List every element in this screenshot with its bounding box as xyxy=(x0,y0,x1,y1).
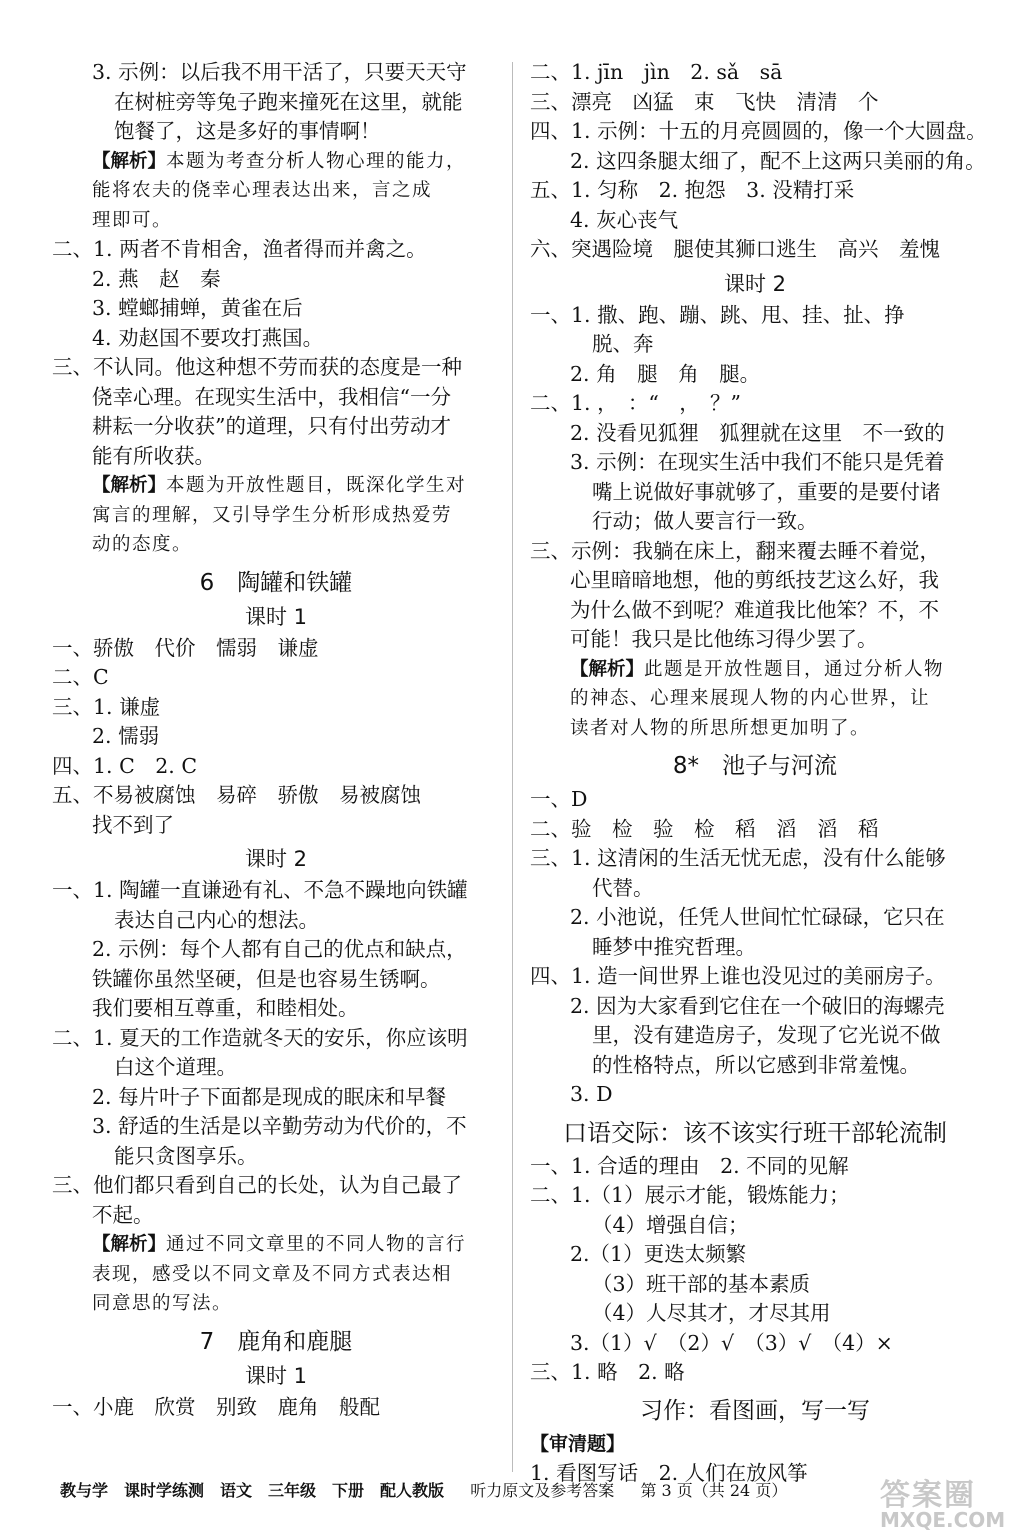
answer-line: 二、1. 夏天的工作造就冬天的安乐，你应该明 xyxy=(52,1025,468,1050)
analysis-line xyxy=(52,471,500,501)
answer-line: 2. 每片叶子下面都是现成的眠床和早餐 xyxy=(92,1084,447,1109)
answer-line: 五、不易被腐蚀 易碎 骄傲 易被腐蚀 xyxy=(52,783,421,807)
answer-line: 能只贪图享乐。 xyxy=(114,1143,258,1168)
page-footer xyxy=(60,1478,960,1501)
analysis-line xyxy=(530,655,980,685)
analysis-text: 本题为开放性题目，既深化学生对 xyxy=(166,475,467,496)
answer-line: 3.（1）√ （2）√ （3）√ （4）× xyxy=(570,1330,893,1355)
answer-line: 3. D xyxy=(570,1082,613,1106)
analysis-text: 表现，感受以不同文章及不同方式表达相 xyxy=(92,1263,453,1285)
footer-page: 第 3 页（共 24 页） xyxy=(640,1481,788,1500)
answer-line: 找不到了 xyxy=(92,812,174,837)
watermark xyxy=(880,1470,1020,1530)
answer-line: 一、1. 撒、跑、蹦、跳、甩、挂、扯、挣 xyxy=(530,302,905,327)
lesson-subheading: 课时 2 xyxy=(244,847,308,871)
analysis-label: 【解析】 xyxy=(570,658,645,680)
lesson-subheading: 课时 1 xyxy=(244,1363,308,1388)
answer-line: 3. 示例：在现实生活中我们不能只是凭着 xyxy=(570,450,945,474)
section-label: 【审清题】 xyxy=(530,1432,626,1455)
answer-line: 二、验 检 验 检 稻 滔 滔 稻 xyxy=(530,816,879,841)
answer-line: 在树桩旁等兔子跑来撞死在这里，就能 xyxy=(114,89,463,114)
answer-line: 4. 灰心丧气 xyxy=(570,207,679,232)
right-column xyxy=(530,58,987,1489)
answer-line: （3）班干部的基本素质 xyxy=(592,1271,811,1296)
answer-line: 一、D xyxy=(530,787,588,811)
answer-line: 一、骄傲 代价 懦弱 谦虚 xyxy=(52,635,319,660)
analysis-label: 【解析】 xyxy=(92,1234,167,1255)
analysis-text: 的神态、心理来展现人物的内心世界，让 xyxy=(570,688,931,709)
analysis-line xyxy=(52,1230,500,1260)
footer-desc: 听力原文及参考答案 xyxy=(470,1481,615,1500)
answer-line: 四、1. 造一间世界上谁也没见过的美丽房子。 xyxy=(530,964,946,988)
answer-line: 表达自己内心的想法。 xyxy=(114,907,319,932)
section-heading: 口语交际：该不该实行班干部轮流制 xyxy=(563,1118,947,1147)
answer-line: 2. 懦弱 xyxy=(92,724,160,748)
answer-line: 不起。 xyxy=(92,1202,154,1227)
answer-line: 里，没有建造房子，发现了它光说不做 xyxy=(592,1023,941,1047)
analysis-line xyxy=(530,684,980,714)
analysis-text: 寓言的理解，又引导学生分析形成热爱劳 xyxy=(92,504,453,526)
answer-line: 一、1. 陶罐一直谦逊有礼、不急不躁地向铁罐 xyxy=(52,878,468,902)
footer-series: 教与学 课时学练测 语文 三年级 下册 配人教版 xyxy=(60,1481,445,1500)
section-heading: 习作：看图画，写一写 xyxy=(640,1397,870,1424)
analysis-text: 能将农夫的侥幸心理表达出来，言之成 xyxy=(92,180,433,201)
answer-line: 2. 燕 赵 秦 xyxy=(92,266,221,291)
answer-line: 我们要相互尊重，和睦相处。 xyxy=(92,996,359,1020)
answer-line: 为什么做不到呢？难道我比他笨？不，不 xyxy=(570,597,939,622)
answer-line: 心里暗暗地想，他的剪纸技艺这么好，我 xyxy=(570,568,939,592)
answer-line: 五、1. 匀称 2. 抱怨 3. 没精打采 xyxy=(530,178,855,202)
answer-line: 3. 示例：以后我不用干活了，只要天天守 xyxy=(92,60,467,84)
analysis-text: 理即可。 xyxy=(92,209,173,231)
answer-line: 能有所收获。 xyxy=(92,443,215,468)
answer-line: 代替。 xyxy=(592,875,654,900)
answer-line: 2.（1）更迭太频繁 xyxy=(570,1242,747,1266)
answer-line: 三、漂亮 凶猛 束 飞快 清清 个 xyxy=(530,89,879,114)
answer-line: 二、C xyxy=(52,665,109,689)
analysis-text: 本题为考查分析人物心理的能力， xyxy=(166,150,467,172)
answer-line: 3. 螳螂捕蝉，黄雀在后 xyxy=(92,296,303,320)
answer-line: 4. 劝赵国不要攻打燕国。 xyxy=(92,325,324,350)
analysis-label: 【解析】 xyxy=(92,150,167,172)
answer-line: 三、1. 这清闲的生活无忧无虑，没有什么能够 xyxy=(530,846,946,870)
answer-line: 二、1.（1）展示才能，锻炼能力； xyxy=(530,1183,850,1207)
answer-line: 侥幸心理。在现实生活中，我相信“一分 xyxy=(92,384,451,409)
answer-line: 睡梦中推究哲理。 xyxy=(592,934,756,959)
lesson-subheading: 课时 1 xyxy=(244,604,308,629)
analysis-line xyxy=(52,530,500,560)
column-divider xyxy=(512,62,513,1472)
section-heading: 8* 池子与河流 xyxy=(672,753,838,779)
analysis-line xyxy=(530,714,980,744)
analysis-line xyxy=(52,176,500,206)
answer-line: 2. 示例：每个人都有自己的优点和缺点， xyxy=(92,937,467,961)
answer-line: 六、突遇险境 腿使其狮口逃生 高兴 羞愧 xyxy=(530,237,940,261)
analysis-line xyxy=(52,501,500,531)
answer-line: 嘴上说做好事就够了，重要的是要付诸 xyxy=(592,479,941,504)
answer-line: 一、1. 合适的理由 2. 不同的见解 xyxy=(530,1153,849,1178)
answer-line: 2. 角 腿 角 腿。 xyxy=(570,361,761,386)
answer-line: 三、1. 略 2. 略 xyxy=(530,1360,685,1384)
answer-line: （4）人尽其才，才尽其用 xyxy=(592,1301,831,1325)
answer-line: 2. 因为大家看到它住在一个破旧的海螺壳 xyxy=(570,993,945,1018)
answer-line: 脱、奔 xyxy=(592,332,654,356)
answer-line: 四、1. C 2. C xyxy=(52,753,198,778)
answer-line: 2. 没看见狐狸 狐狸就在这里 不一致的 xyxy=(570,420,945,445)
answer-line: （4）增强自信； xyxy=(592,1212,749,1237)
answer-line: 2. 小池说，任凭人世间忙忙碌碌，它只在 xyxy=(570,905,945,929)
watermark-text: 答案圈 xyxy=(880,1478,976,1513)
answer-line: 可能！我只是比他练习得少罢了。 xyxy=(570,627,878,651)
answer-line: 耕耘一分收获”的道理，只有付出劳动才 xyxy=(92,414,451,438)
answer-line: 三、示例：我躺在床上，翻来覆去睡不着觉， xyxy=(530,538,940,563)
answer-line: 2. 这四条腿太细了，配不上这两只美丽的角。 xyxy=(570,148,986,173)
analysis-line xyxy=(52,1289,500,1319)
lesson-subheading: 课时 2 xyxy=(723,271,787,296)
analysis-text: 读者对人物的所思所想更加明了。 xyxy=(570,717,871,739)
answer-line: 二、1. 两者不肯相舍，渔者得而并禽之。 xyxy=(52,237,427,261)
answer-line: 三、不认同。他这种想不劳而获的态度是一种 xyxy=(52,355,462,379)
answer-line: 1. 看图写话 2. 人们在放风筝 xyxy=(530,1461,808,1485)
answer-line: 四、1. 示例：十五的月亮圆圆的，像一个大圆盘。 xyxy=(530,119,987,143)
answer-line: 饱餐了，这是多好的事情啊！ xyxy=(114,119,381,143)
answer-line: 一、小鹿 欣赏 别致 鹿角 般配 xyxy=(52,1394,380,1419)
answer-line: 3. 舒适的生活是以辛勤劳动为代价的，不 xyxy=(92,1114,467,1138)
answer-line: 铁罐你虽然坚硬，但是也容易生锈啊。 xyxy=(92,966,441,991)
analysis-text: 此题是开放性题目，通过分析人物 xyxy=(644,658,945,680)
analysis-text: 通过不同文章里的不同人物的言行 xyxy=(166,1234,467,1255)
answer-line: 白这个道理。 xyxy=(114,1055,237,1079)
analysis-line xyxy=(52,147,500,177)
section-heading: 7 鹿角和鹿腿 xyxy=(199,1328,353,1355)
answer-line: 三、1. 谦虚 xyxy=(52,694,161,719)
answer-line: 二、1. ， ：“ ， ？” xyxy=(530,391,742,415)
answer-line: 行动；做人要言行一致。 xyxy=(592,509,818,533)
answer-line: 的性格特点，所以它感到非常羞愧。 xyxy=(592,1052,920,1077)
analysis-label: 【解析】 xyxy=(92,475,167,496)
analysis-text: 动的态度。 xyxy=(92,534,193,555)
analysis-line xyxy=(52,1260,500,1290)
analysis-text: 同意思的写法。 xyxy=(92,1293,233,1314)
answer-line: 三、他们都只看到自己的长处，认为自己最了 xyxy=(52,1173,462,1197)
section-heading: 6 陶罐和铁罐 xyxy=(199,569,353,596)
analysis-line xyxy=(52,206,500,236)
watermark-url: MXQE.COM xyxy=(880,1508,1006,1532)
answer-line: 二、1. jīn jìn 2. sǎ sā xyxy=(530,60,783,84)
left-column xyxy=(52,58,500,1422)
